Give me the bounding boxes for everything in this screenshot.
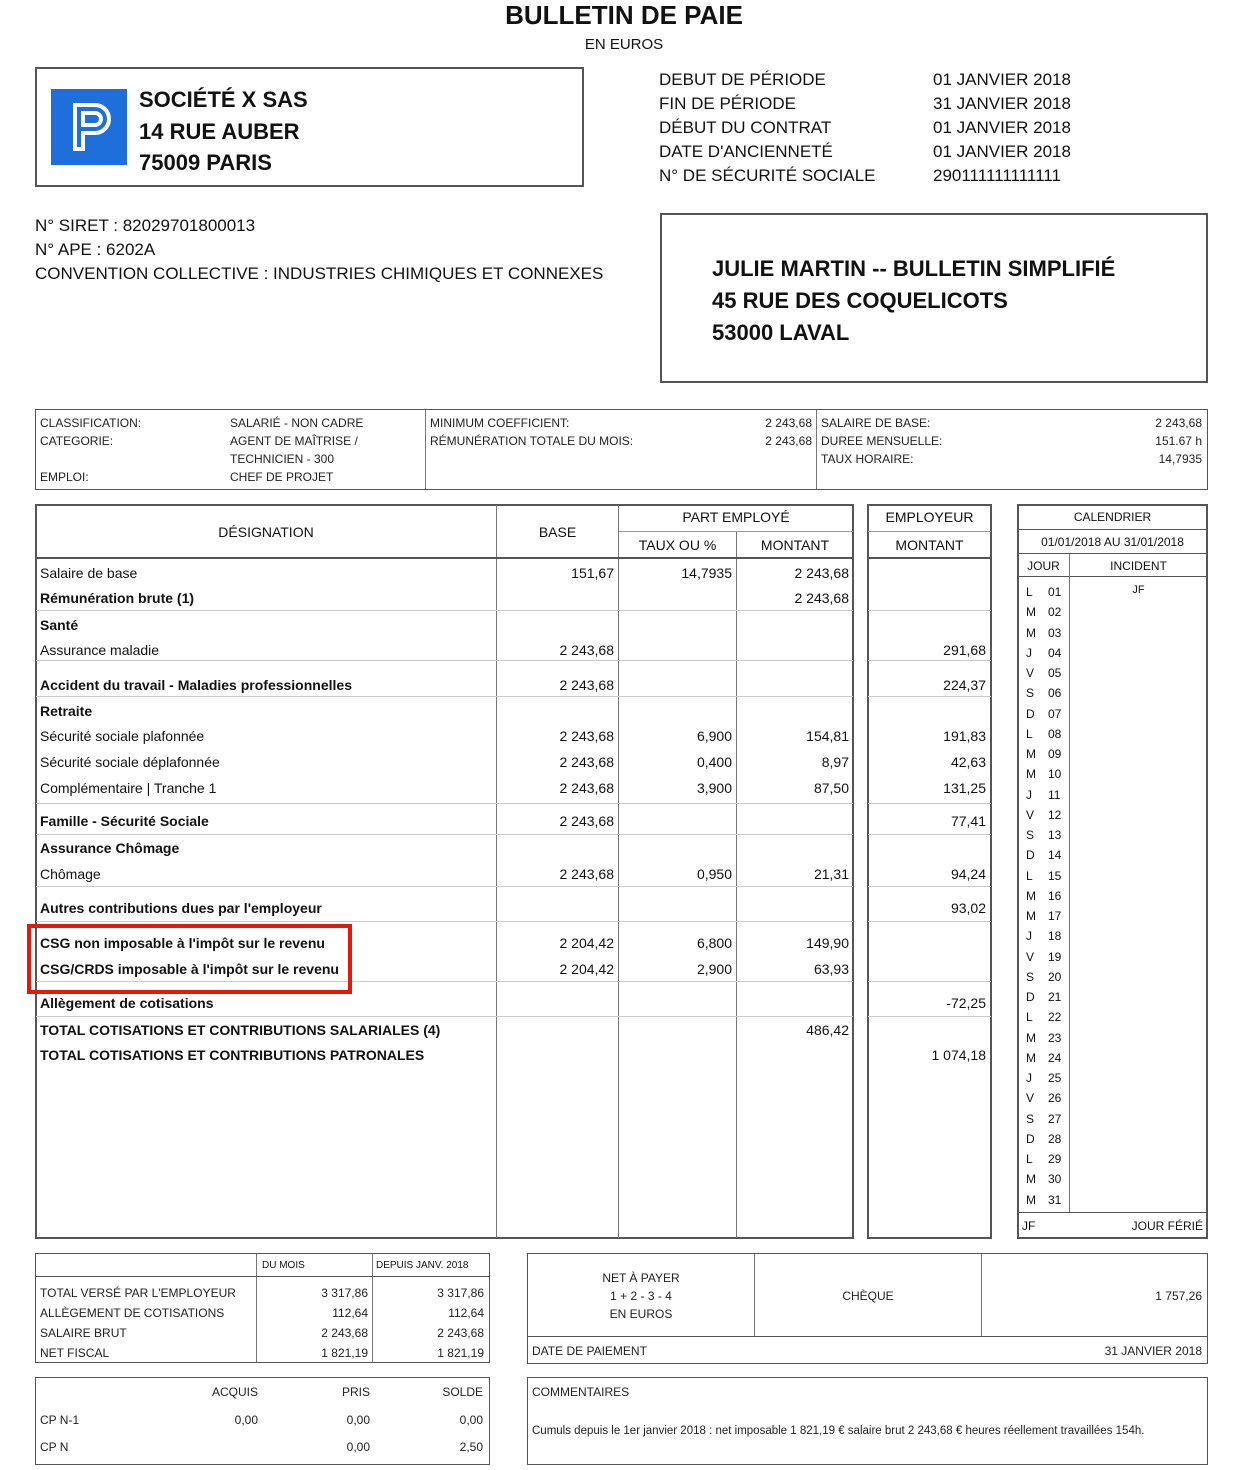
row-separator bbox=[36, 696, 853, 697]
conges-header-pris: PRIS bbox=[341, 1385, 370, 1399]
calendar-legend-code: JF bbox=[1022, 1219, 1036, 1233]
table-cell-emp: 291,68 bbox=[943, 642, 986, 658]
conges-cell-acquis: 0,00 bbox=[234, 1413, 258, 1427]
cumuls-cell-depuis: 112,64 bbox=[448, 1306, 484, 1320]
calendar-day-number: 06 bbox=[1048, 686, 1062, 701]
calendar-day-number: 01 bbox=[1048, 585, 1062, 599]
calendar-day-number: 05 bbox=[1048, 666, 1062, 680]
table-cell-emp: 1 074,18 bbox=[931, 1047, 986, 1063]
cumuls-cell-mois: 3 317,86 bbox=[321, 1286, 368, 1300]
table-cell-montant: 486,42 bbox=[806, 1022, 849, 1038]
emploi-value: CHEF DE PROJET bbox=[230, 470, 334, 484]
table-cell-taux: 6,900 bbox=[696, 728, 732, 744]
calendar-day-number: 12 bbox=[1048, 807, 1062, 822]
cumuls-row-label: TOTAL VERSÉ PAR L'EMPLOYEUR bbox=[40, 1286, 236, 1300]
calendar-weekday: M bbox=[1026, 747, 1036, 761]
table-cell-base: 2 243,68 bbox=[559, 866, 614, 882]
table-cell-taux: 3,900 bbox=[696, 780, 732, 796]
siret: N° SIRET : 82029701800013 bbox=[35, 216, 256, 235]
calendar-day-number: 16 bbox=[1048, 888, 1062, 903]
calendar-weekday: S bbox=[1026, 686, 1035, 701]
calendar-weekday: J bbox=[1026, 1071, 1032, 1085]
payment-date-label: DATE DE PAIEMENT bbox=[532, 1344, 647, 1358]
table-row-label: Salaire de base bbox=[40, 565, 138, 581]
table-row-label: Sécurité sociale plafonnée bbox=[40, 728, 205, 744]
table-row-label: TOTAL COTISATIONS ET CONTRIBUTIONS PATRONALES bbox=[40, 1047, 425, 1063]
table-cell-base: 2 243,68 bbox=[559, 728, 614, 744]
company-name: SOCIÉTÉ X SAS bbox=[139, 87, 308, 112]
duree-value: 151.67 h bbox=[1155, 434, 1202, 448]
table-cell-montant: 87,50 bbox=[813, 780, 849, 796]
table-cell-base: 2 243,68 bbox=[559, 780, 614, 796]
calendar-day-number: 31 bbox=[1048, 1192, 1062, 1207]
table-cell-montant: 63,93 bbox=[813, 961, 849, 977]
row-separator bbox=[36, 610, 853, 611]
net-formula: 1 + 2 - 3 - 4 bbox=[610, 1289, 672, 1303]
calendar-day-number: 07 bbox=[1048, 706, 1062, 721]
cumuls-cell-mois: 112,64 bbox=[332, 1306, 368, 1320]
table-cell-emp: -72,25 bbox=[946, 995, 986, 1011]
table-cell-taux: 0,400 bbox=[696, 754, 732, 770]
cumuls-row-label: SALAIRE BRUT bbox=[40, 1326, 127, 1340]
table-row-label: Famille - Sécurité Sociale bbox=[40, 813, 209, 829]
header-montant: MONTANT bbox=[760, 537, 830, 553]
highlight-box bbox=[27, 924, 352, 994]
table-cell-taux: 14,7935 bbox=[681, 565, 732, 581]
taux-label: TAUX HORAIRE: bbox=[821, 452, 914, 466]
employee-box bbox=[660, 213, 1208, 383]
calendar-weekday: V bbox=[1026, 1091, 1035, 1106]
row-separator bbox=[868, 981, 991, 982]
calendar-weekday: J bbox=[1026, 645, 1032, 660]
table-cell-montant: 2 243,68 bbox=[794, 590, 849, 606]
min-coef-label: MINIMUM COEFFICIENT: bbox=[430, 416, 570, 430]
calendar-weekday: M bbox=[1026, 767, 1036, 782]
calendar-day-number: 28 bbox=[1048, 1131, 1062, 1146]
calendar-day-number: 30 bbox=[1048, 1172, 1062, 1187]
table-cell-emp: 77,41 bbox=[950, 813, 986, 829]
table-cell-emp: 94,24 bbox=[950, 866, 986, 882]
emploi-label: EMPLOI: bbox=[40, 470, 89, 484]
header-designation: DÉSIGNATION bbox=[218, 524, 314, 540]
conges-cell-solde: 2,50 bbox=[459, 1440, 483, 1454]
row-separator bbox=[868, 660, 991, 661]
conges-row-label: CP N-1 bbox=[40, 1413, 80, 1427]
calendar-day-number: 23 bbox=[1048, 1030, 1062, 1045]
row-separator bbox=[36, 1016, 853, 1017]
table-row-label: Assurance maladie bbox=[40, 642, 160, 658]
row-separator bbox=[36, 803, 853, 804]
table-cell-base: 2 204,42 bbox=[559, 935, 614, 951]
table-row-label: TOTAL COTISATIONS ET CONTRIBUTIONS SALARIALES (4) bbox=[40, 1022, 441, 1038]
calendar-weekday: J bbox=[1026, 929, 1032, 944]
calendar-day-number: 14 bbox=[1048, 848, 1062, 863]
calendar-weekday: M bbox=[1026, 1050, 1036, 1065]
calendar-weekday: D bbox=[1026, 848, 1035, 863]
calendar-day-number: 21 bbox=[1048, 990, 1062, 1004]
table-row-label: Allègement de cotisations bbox=[40, 995, 214, 1011]
logo-p-icon bbox=[51, 89, 127, 165]
table-row-label: Assurance Chômage bbox=[40, 840, 180, 856]
calendar-weekday: D bbox=[1026, 706, 1035, 721]
comments-box bbox=[527, 1377, 1208, 1465]
period-value: 01 JANVIER 2018 bbox=[933, 142, 1071, 161]
employee-street: 45 RUE DES COQUELICOTS bbox=[712, 288, 1008, 313]
header-part-employe: PART EMPLOYÉ bbox=[682, 509, 790, 525]
cumuls-cell-mois: 1 821,19 bbox=[321, 1346, 368, 1360]
company-city: 75009 PARIS bbox=[139, 150, 272, 175]
company-box bbox=[35, 67, 584, 187]
row-separator bbox=[868, 834, 991, 835]
calendar-legend-label: JOUR FÉRIÉ bbox=[1131, 1219, 1203, 1233]
table-cell-base: 151,67 bbox=[571, 565, 614, 581]
calendar-weekday: M bbox=[1026, 1172, 1036, 1187]
page-title: BULLETIN DE PAIE bbox=[505, 0, 743, 30]
calendar-day-number: 22 bbox=[1048, 1010, 1062, 1025]
row-separator bbox=[868, 921, 991, 922]
calendar-weekday: M bbox=[1026, 1192, 1036, 1207]
calendar-title: CALENDRIER bbox=[1073, 510, 1152, 524]
cumuls-row-label: ALLÈGEMENT DE COTISATIONS bbox=[40, 1306, 225, 1320]
row-separator bbox=[36, 886, 853, 887]
calendar-day-number: 04 bbox=[1048, 645, 1062, 660]
table-cell-emp: 42,63 bbox=[950, 754, 986, 770]
calendar-weekday: S bbox=[1026, 969, 1035, 984]
calendar-day-number: 20 bbox=[1048, 969, 1062, 984]
header-montant-employeur: MONTANT bbox=[895, 537, 964, 553]
table-row-label: Rémunération brute (1) bbox=[40, 590, 195, 606]
classification-label: CLASSIFICATION: bbox=[40, 416, 142, 430]
period-value: 290111111111111 bbox=[933, 166, 1061, 185]
remun-label: RÉMUNÉRATION TOTALE DU MOIS: bbox=[430, 434, 634, 448]
calendar-header-jour: JOUR bbox=[1027, 559, 1060, 573]
categorie-value: AGENT DE MAÎTRISE / bbox=[230, 434, 358, 448]
cumuls-row-label: NET FISCAL bbox=[40, 1346, 110, 1360]
conges-cell-pris: 0,00 bbox=[346, 1413, 370, 1427]
table-cell-montant: 21,31 bbox=[813, 866, 849, 882]
calendar-day-number: 18 bbox=[1048, 929, 1062, 944]
comments-title: COMMENTAIRES bbox=[532, 1385, 630, 1399]
calendar-weekday: S bbox=[1026, 1111, 1035, 1126]
cumuls-cell-depuis: 2 243,68 bbox=[437, 1326, 484, 1340]
calendar-weekday: V bbox=[1026, 666, 1035, 680]
calendar-incident: JF bbox=[1132, 584, 1145, 596]
taux-value: 14,7935 bbox=[1158, 452, 1202, 466]
calendar-weekday: V bbox=[1026, 949, 1035, 964]
cumuls-header-depuis: DEPUIS JANV. 2018 bbox=[376, 1260, 469, 1271]
calendar-day-number: 24 bbox=[1048, 1050, 1062, 1065]
period-label: FIN DE PÉRIODE bbox=[659, 94, 796, 113]
table-cell-base: 2 243,68 bbox=[559, 813, 614, 829]
table-cell-montant: 2 243,68 bbox=[794, 565, 849, 581]
payment-date-value: 31 JANVIER 2018 bbox=[1104, 1344, 1202, 1358]
row-separator bbox=[868, 610, 991, 611]
categorie-label: CATEGORIE: bbox=[40, 434, 114, 448]
table-cell-emp: 131,25 bbox=[943, 780, 986, 796]
net-currency: EN EUROS bbox=[609, 1307, 673, 1321]
table-cell-taux: 0,950 bbox=[696, 866, 732, 882]
cumuls-cell-depuis: 3 317,86 bbox=[437, 1286, 484, 1300]
conges-header-solde: SOLDE bbox=[442, 1385, 483, 1399]
period-label: DEBUT DE PÉRIODE bbox=[659, 70, 826, 89]
info-strip bbox=[35, 409, 1208, 490]
calendar-day-number: 25 bbox=[1048, 1071, 1062, 1085]
salaire-base-label: SALAIRE DE BASE: bbox=[821, 416, 931, 430]
table-cell-montant: 154,81 bbox=[806, 728, 849, 744]
remun-value: 2 243,68 bbox=[765, 434, 812, 448]
calendar-weekday: L bbox=[1026, 868, 1033, 883]
calendar-weekday: S bbox=[1026, 828, 1035, 842]
conges-cell-pris: 0,00 bbox=[346, 1440, 370, 1454]
table-cell-base: 2 243,68 bbox=[559, 677, 614, 693]
calendar-day-number: 26 bbox=[1048, 1091, 1062, 1106]
payment-mode: CHÈQUE bbox=[842, 1289, 894, 1303]
salaire-base-value: 2 243,68 bbox=[1155, 416, 1202, 430]
period-value: 01 JANVIER 2018 bbox=[933, 70, 1071, 89]
ape: N° APE : 6202A bbox=[35, 240, 156, 259]
calendar-day-number: 10 bbox=[1048, 767, 1062, 782]
calendar-weekday: L bbox=[1026, 1010, 1033, 1025]
company-street: 14 RUE AUBER bbox=[139, 119, 300, 144]
table-row-label: CSG non imposable à l'impôt sur le revenu bbox=[40, 935, 325, 951]
table-cell-base: 2 204,42 bbox=[559, 961, 614, 977]
row-separator bbox=[36, 660, 853, 661]
calendar-day-number: 17 bbox=[1048, 909, 1062, 923]
company-logo bbox=[51, 89, 127, 165]
table-cell-emp: 93,02 bbox=[950, 900, 986, 916]
calendar-day-number: 27 bbox=[1048, 1111, 1062, 1126]
duree-label: DUREE MENSUELLE: bbox=[821, 434, 943, 448]
table-cell-base: 2 243,68 bbox=[559, 754, 614, 770]
row-separator bbox=[36, 921, 853, 922]
row-separator bbox=[868, 1016, 991, 1017]
categorie-value: TECHNICIEN - 300 bbox=[230, 452, 335, 466]
table-cell-taux: 6,800 bbox=[696, 935, 732, 951]
cumuls-cell-depuis: 1 821,19 bbox=[437, 1346, 484, 1360]
row-separator bbox=[868, 886, 991, 887]
calendar-weekday: J bbox=[1026, 787, 1032, 802]
table-cell-emp: 191,83 bbox=[943, 728, 986, 744]
table-cell-base: 2 243,68 bbox=[559, 642, 614, 658]
calendar-header-incident: INCIDENT bbox=[1110, 559, 1167, 573]
cumuls-cell-mois: 2 243,68 bbox=[321, 1326, 368, 1340]
page-subtitle: EN EUROS bbox=[584, 36, 664, 53]
calendar-day-number: 19 bbox=[1048, 949, 1062, 964]
calendar-day-number: 09 bbox=[1048, 747, 1062, 761]
calendar-day-number: 08 bbox=[1048, 726, 1062, 741]
calendar-weekday: M bbox=[1026, 625, 1036, 640]
table-cell-montant: 149,90 bbox=[806, 935, 849, 951]
table-cell-taux: 2,900 bbox=[696, 961, 732, 977]
cumuls-header-mois: DU MOIS bbox=[262, 1260, 305, 1271]
calendar-weekday: D bbox=[1026, 990, 1035, 1004]
period-label: DATE D'ANCIENNETÉ bbox=[659, 142, 833, 161]
period-label: DÉBUT DU CONTRAT bbox=[659, 118, 832, 137]
employee-name: JULIE MARTIN -- BULLETIN SIMPLIFIÉ bbox=[712, 256, 1116, 281]
net-a-payer-label: NET À PAYER bbox=[602, 1271, 680, 1285]
calendar-weekday: M bbox=[1026, 1030, 1036, 1045]
table-row-label: Santé bbox=[40, 617, 79, 633]
calendar-weekday: M bbox=[1026, 605, 1036, 620]
table-row-label: Autres contributions dues par l'employeur bbox=[40, 900, 322, 916]
header-taux: TAUX OU % bbox=[638, 537, 717, 553]
period-value: 01 JANVIER 2018 bbox=[933, 118, 1071, 137]
comments-text: Cumuls depuis le 1er janvier 2018 : net imposable 1 821,19 € salaire brut 2 243,68 € heures réellement travaillées 154h. bbox=[532, 1425, 1145, 1437]
calendar-weekday: M bbox=[1026, 888, 1036, 903]
header-base: BASE bbox=[538, 524, 577, 540]
calendar-day-number: 13 bbox=[1048, 828, 1062, 842]
calendar-weekday: L bbox=[1026, 1152, 1033, 1166]
calendar-day-number: 03 bbox=[1048, 625, 1062, 640]
calendar-day-number: 29 bbox=[1048, 1152, 1062, 1166]
row-separator bbox=[868, 803, 991, 804]
table-row-label: Sécurité sociale déplafonnée bbox=[40, 754, 220, 770]
table-row-label: Chômage bbox=[40, 866, 101, 882]
row-separator bbox=[36, 834, 853, 835]
net-amount: 1 757,26 bbox=[1155, 1289, 1202, 1303]
table-cell-emp: 224,37 bbox=[943, 677, 986, 693]
calendar-day-number: 15 bbox=[1048, 868, 1062, 883]
employee-city: 53000 LAVAL bbox=[712, 320, 850, 345]
conges-row-label: CP N bbox=[40, 1440, 69, 1454]
min-coef-value: 2 243,68 bbox=[765, 416, 812, 430]
table-row-label: Retraite bbox=[40, 703, 93, 719]
table-row-label: CSG/CRDS imposable à l'impôt sur le revenu bbox=[40, 961, 339, 977]
header-employeur: EMPLOYEUR bbox=[885, 509, 974, 525]
conges-header-acquis: ACQUIS bbox=[211, 1385, 258, 1399]
calendar-weekday: D bbox=[1026, 1131, 1035, 1146]
period-value: 31 JANVIER 2018 bbox=[933, 94, 1071, 113]
calendar-day-number: 11 bbox=[1048, 787, 1061, 802]
period-label: N° DE SÉCURITÉ SOCIALE bbox=[659, 166, 876, 185]
calendar-weekday: M bbox=[1026, 909, 1036, 923]
table-row-label: Complémentaire | Tranche 1 bbox=[40, 780, 217, 796]
calendar-day-number: 02 bbox=[1048, 605, 1062, 620]
table-cell-montant: 8,97 bbox=[821, 754, 849, 770]
calendar bbox=[1017, 504, 1208, 1239]
convention: CONVENTION COLLECTIVE : INDUSTRIES CHIMIQUES ET CONNEXES bbox=[35, 264, 604, 283]
row-separator bbox=[868, 696, 991, 697]
classification-value: SALARIÉ - NON CADRE bbox=[230, 416, 364, 430]
calendar-range: 01/01/2018 AU 31/01/2018 bbox=[1041, 535, 1184, 549]
calendar-weekday: V bbox=[1026, 807, 1035, 822]
calendar-weekday: L bbox=[1026, 726, 1033, 741]
conges-cell-solde: 0,00 bbox=[459, 1413, 483, 1427]
calendar-weekday: L bbox=[1026, 585, 1033, 599]
table-row-label: Accident du travail - Maladies professionnelles bbox=[40, 677, 352, 693]
